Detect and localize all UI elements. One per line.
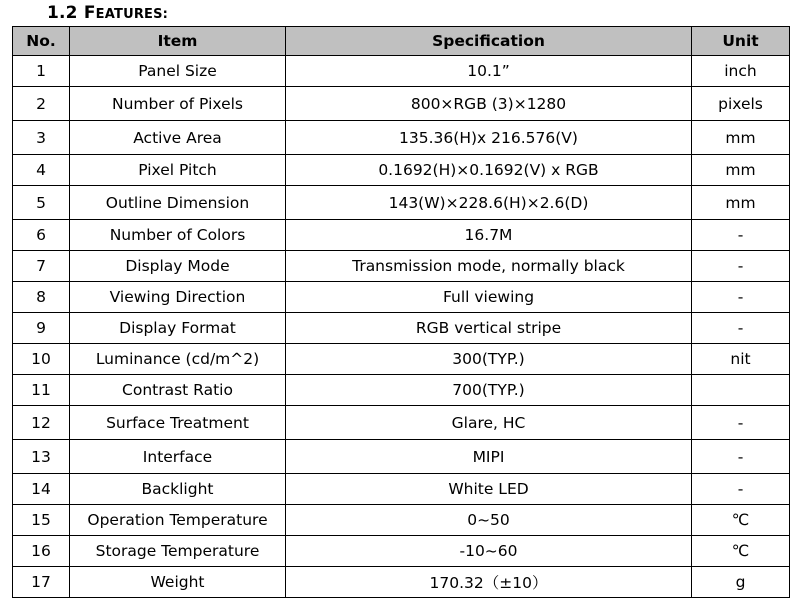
cell-no: 13 [13,440,70,474]
cell-unit: - [692,440,790,474]
cell-no: 7 [13,251,70,282]
cell-unit [692,375,790,406]
table-row [13,87,790,121]
cell-no: 17 [13,567,70,598]
cell-spec: White LED [286,474,692,505]
cell-item: Luminance (cd/m^2) [70,344,286,375]
cell-unit: ℃ [692,505,790,536]
cell-no: 8 [13,282,70,313]
cell-item: Operation Temperature [70,505,286,536]
cell-unit: inch [692,56,790,87]
cell-unit: ℃ [692,536,790,567]
table-row [13,121,790,155]
cell-no: 5 [13,186,70,220]
cell-item: Number of Pixels [70,87,286,121]
cell-item: Interface [70,440,286,474]
cell-unit: mm [692,186,790,220]
cell-item: Contrast Ratio [70,375,286,406]
table-row [13,375,790,406]
cell-unit: - [692,251,790,282]
cell-no: 10 [13,344,70,375]
section-title-rest: EATURES: [95,7,169,22]
header-specification: Specification [286,27,692,56]
cell-spec: 16.7M [286,220,692,251]
cell-unit: - [692,282,790,313]
table-row [13,344,790,375]
cell-no: 12 [13,406,70,440]
cell-spec: 143(W)×228.6(H)×2.6(D) [286,186,692,220]
table-row [13,56,790,87]
cell-item: Panel Size [70,56,286,87]
cell-no: 4 [13,155,70,186]
cell-item: Number of Colors [70,220,286,251]
cell-no: 9 [13,313,70,344]
table-row [13,155,790,186]
cell-no: 2 [13,87,70,121]
cell-unit: g [692,567,790,598]
cell-spec: 800×RGB (3)×1280 [286,87,692,121]
cell-spec: RGB vertical stripe [286,313,692,344]
cell-no: 11 [13,375,70,406]
cell-spec: Transmission mode, normally black [286,251,692,282]
table-row [13,251,790,282]
table-row [13,440,790,474]
header-unit: Unit [692,27,790,56]
section-number: 1.2 [47,3,78,23]
cell-spec: 0.1692(H)×0.1692(V) x RGB [286,155,692,186]
header-item: Item [70,27,286,56]
features-table [12,26,790,598]
cell-item: Storage Temperature [70,536,286,567]
cell-unit: - [692,474,790,505]
cell-unit: - [692,220,790,251]
cell-no: 15 [13,505,70,536]
table-row [13,220,790,251]
cell-spec: 700(TYP.) [286,375,692,406]
cell-spec: Full viewing [286,282,692,313]
cell-item: Display Format [70,313,286,344]
section-title-first-letter: F [83,3,96,23]
cell-no: 3 [13,121,70,155]
cell-spec: -10~60 [286,536,692,567]
table-row [13,282,790,313]
cell-unit: - [692,406,790,440]
cell-no: 1 [13,56,70,87]
cell-item: Active Area [70,121,286,155]
header-no: No. [13,27,70,56]
cell-unit: - [692,313,790,344]
cell-unit: mm [692,121,790,155]
section-title [47,3,168,23]
table-row [13,536,790,567]
table-row [13,567,790,598]
cell-spec: 10.1” [286,56,692,87]
cell-item: Weight [70,567,286,598]
cell-spec: 300(TYP.) [286,344,692,375]
cell-unit: mm [692,155,790,186]
cell-item: Display Mode [70,251,286,282]
cell-item: Surface Treatment [70,406,286,440]
cell-no: 16 [13,536,70,567]
cell-item: Pixel Pitch [70,155,286,186]
cell-unit: pixels [692,87,790,121]
cell-item: Backlight [70,474,286,505]
cell-spec: MIPI [286,440,692,474]
header-row [13,27,790,56]
table-row [13,406,790,440]
cell-spec: 135.36(H)x 216.576(V) [286,121,692,155]
cell-unit: nit [692,344,790,375]
table-row [13,474,790,505]
cell-item: Viewing Direction [70,282,286,313]
cell-item: Outline Dimension [70,186,286,220]
cell-no: 6 [13,220,70,251]
cell-no: 14 [13,474,70,505]
table-row [13,505,790,536]
cell-spec: Glare, HC [286,406,692,440]
cell-spec: 170.32（±10） [286,567,692,598]
table-row [13,313,790,344]
table-row [13,186,790,220]
cell-spec: 0~50 [286,505,692,536]
